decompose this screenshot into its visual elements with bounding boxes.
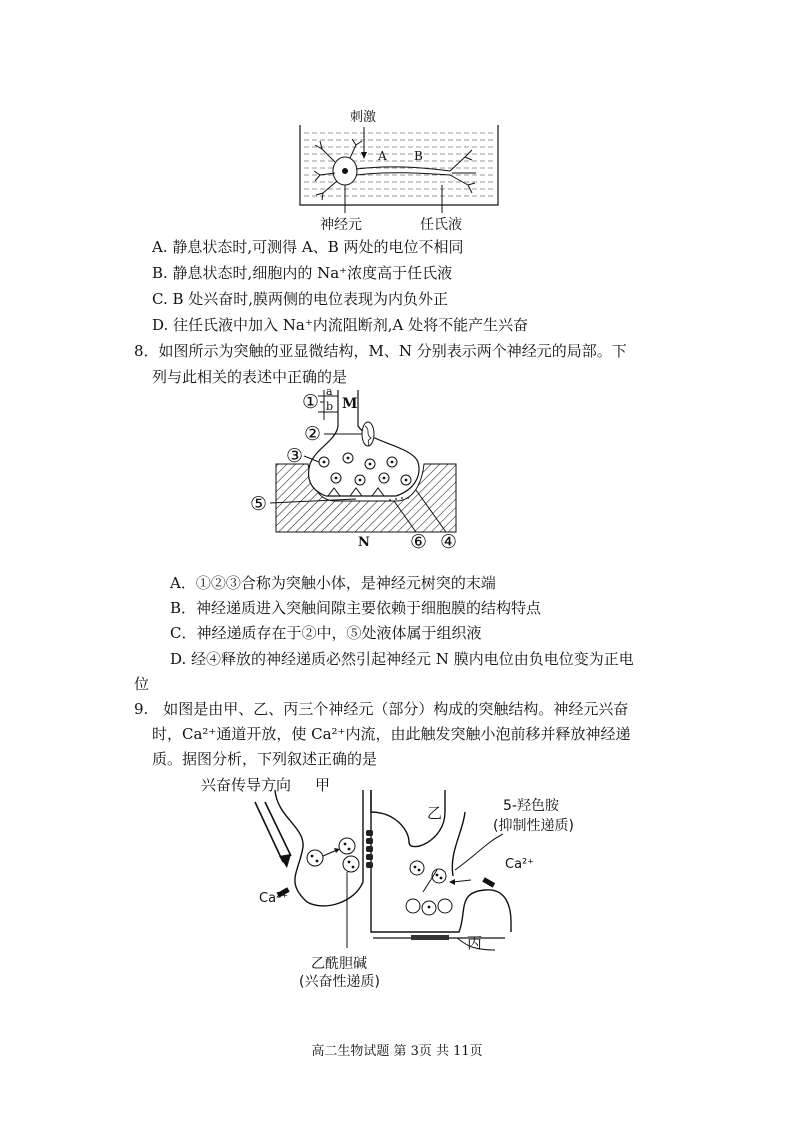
liquid-texture xyxy=(304,133,494,196)
label-serotonin-note: (抑制性递质) xyxy=(493,818,574,834)
callout-3: ③ xyxy=(286,445,304,467)
q7-option-a: A. 静息状态时,可测得 A、B 两处的电位不相同 xyxy=(152,238,464,256)
callout-1: ① xyxy=(302,391,320,413)
q7-option-b: B. 静息状态时,细胞内的 Na⁺浓度高于任氏液 xyxy=(152,264,453,282)
callout-6: ⑥ xyxy=(410,531,428,553)
synapse-figure xyxy=(246,386,466,556)
q8-option-d-wrap: 位 xyxy=(134,675,150,693)
label-bing: 丙 xyxy=(467,934,483,952)
q9-stem-line1: 9. 如图是由甲、乙、丙三个神经元（部分）构成的突触结构。神经元兴奋 xyxy=(134,700,629,718)
label-jia: 甲 xyxy=(315,776,331,794)
q8-option-c: C．神经递质存在于②中，⑤处液体属于组织液 xyxy=(170,624,482,642)
callout-2: ② xyxy=(304,423,322,445)
receptor-bing xyxy=(411,935,449,940)
label-ach: 乙酰胆碱 xyxy=(311,956,367,972)
label-stimulus: 刺激 xyxy=(350,110,377,125)
direction-arrow-icon xyxy=(279,854,291,868)
label-a: a xyxy=(326,385,333,398)
nucleus xyxy=(342,168,348,174)
q8-option-b: B．神经递质进入突触间隙主要依赖于细胞膜的结构特点 xyxy=(170,599,542,617)
q8-option-a: A．①②③合称为突触小体，是神经元树突的末端 xyxy=(170,574,496,592)
label-ach-note: (兴奋性递质) xyxy=(299,974,380,990)
neuron-shape xyxy=(314,139,476,200)
label-ringer: 任氏液 xyxy=(420,217,462,233)
label-b: b xyxy=(326,400,334,413)
q7-option-c: C. B 处兴奋时,膜两侧的电位表现为内负外正 xyxy=(152,290,449,308)
label-b: B xyxy=(414,149,423,163)
label-m: M xyxy=(342,396,358,412)
vesicles-jia xyxy=(307,838,359,872)
stimulus-arrow-icon xyxy=(361,152,367,159)
page-footer: 高二生物试题 第 3页 共 11页 xyxy=(311,1044,483,1059)
label-neuron: 神经元 xyxy=(320,217,362,233)
callout-5: ⑤ xyxy=(250,493,268,515)
three-neuron-synapse-figure xyxy=(195,772,574,992)
label-ca-right: Ca²⁺ xyxy=(505,857,535,872)
q7-option-d: D. 往任氏液中加入 Na⁺内流阻断剂,A 处将不能产生兴奋 xyxy=(152,316,529,334)
q8-stem-line1: 8．如图所示为突触的亚显微结构，M、N 分别表示两个神经元的局部。下 xyxy=(134,342,627,360)
label-n: N xyxy=(358,535,370,550)
q9-stem-line2: 时，Ca²⁺通道开放，使 Ca²⁺内流，由此触发突触小泡前移并释放神经递 xyxy=(152,725,631,743)
receptors xyxy=(366,830,373,868)
label-serotonin: 5-羟色胺 xyxy=(503,798,559,814)
q8-stem-line2: 列与此相关的表述中正确的是 xyxy=(152,368,348,386)
neuron-in-ringer-figure xyxy=(290,105,510,235)
label-direction: 兴奋传导方向 xyxy=(201,776,292,794)
label-yi: 乙 xyxy=(427,804,443,822)
q8-option-d: D. 经④释放的神经递质必然引起神经元 N 膜内电位由负电位变为正电 xyxy=(170,650,634,668)
ca-channel-yi-icon xyxy=(482,877,495,887)
label-ca-left: Ca²⁺ xyxy=(259,891,289,906)
container-outline xyxy=(300,125,498,205)
label-a: A xyxy=(378,149,387,163)
callout-4: ④ xyxy=(440,531,458,553)
q9-stem-line3: 质。据图分析，下列叙述正确的是 xyxy=(152,750,378,768)
